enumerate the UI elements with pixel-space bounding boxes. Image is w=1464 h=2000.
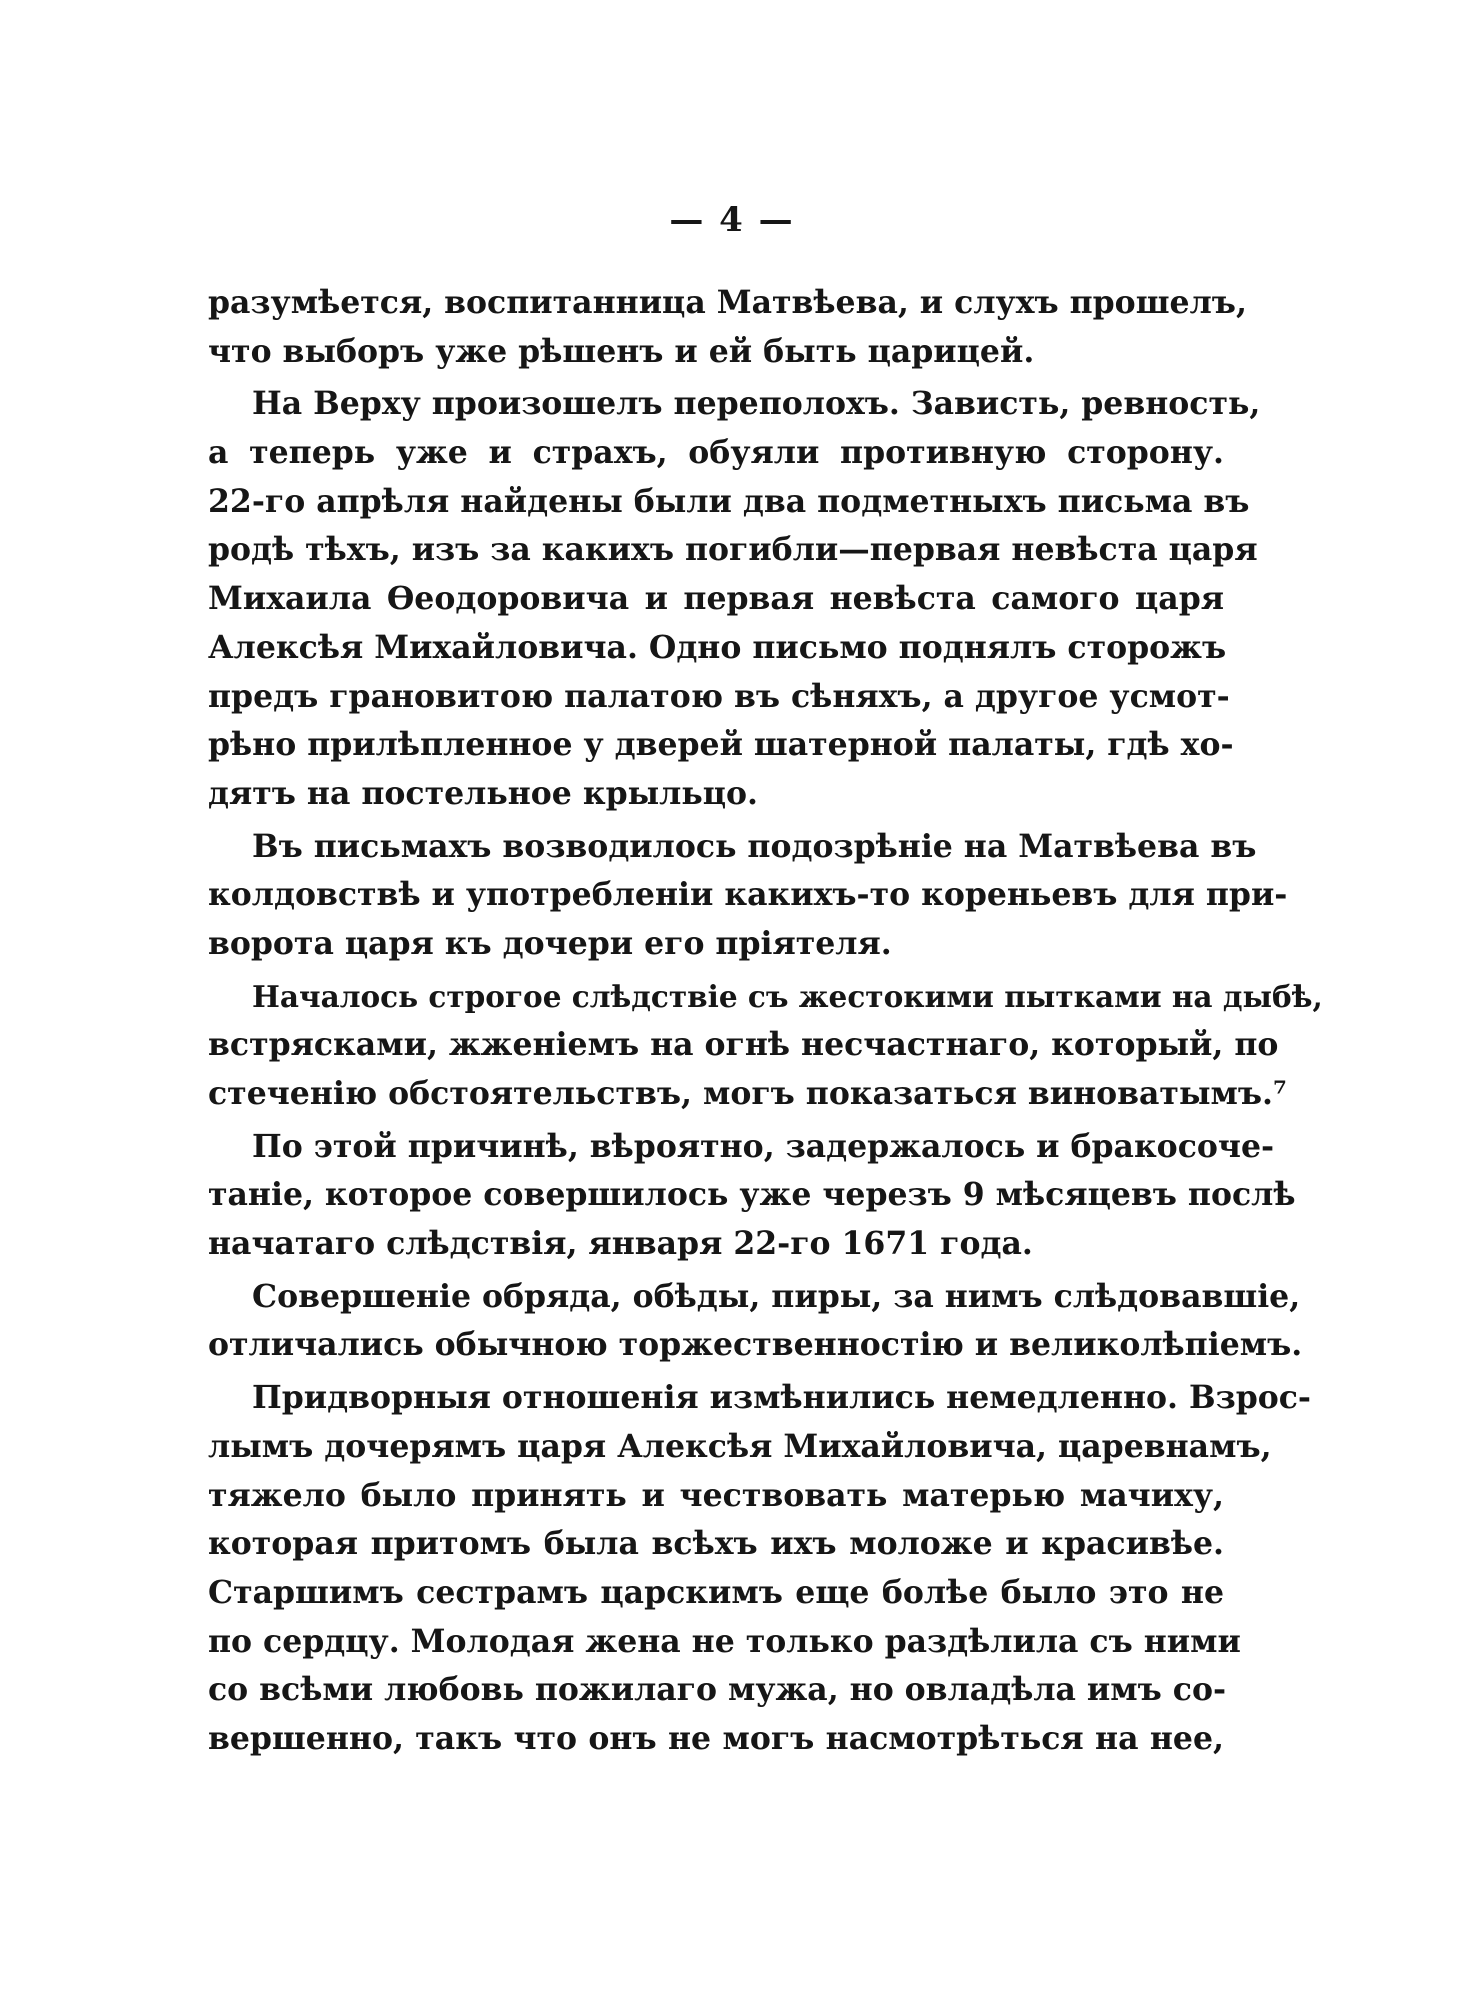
text-line: а теперь уже и страхъ, обуяли противную сторону. bbox=[208, 434, 1224, 472]
text-line: таніе, которое совершилось уже черезъ 9 мѣсяцевъ послѣ bbox=[208, 1176, 1296, 1214]
body-text bbox=[208, 279, 1323, 1768]
text-line: отличались обычною торжественностію и великолѣпіемъ. bbox=[208, 1326, 1303, 1364]
text-line: Придворныя отношенія измѣнились немедленно. Взрос- bbox=[252, 1379, 1311, 1417]
text-line: ворота царя къ дочери его пріятеля. bbox=[208, 924, 892, 962]
text-line: лымъ дочерямъ царя Алексѣя Михайловича, царевнамъ, bbox=[208, 1427, 1272, 1465]
paragraph bbox=[208, 1273, 1303, 1370]
text-line: На Верху произошелъ переполохъ. Зависть, ревность, bbox=[252, 385, 1261, 423]
paragraph bbox=[208, 1374, 1311, 1764]
text-line: колдовствѣ и употребленіи какихъ-то кореньевъ для при- bbox=[208, 876, 1288, 914]
paragraph bbox=[208, 1123, 1296, 1269]
text-line: По этой причинѣ, вѣроятно, задержалось и бракосоче- bbox=[252, 1127, 1275, 1165]
text-line: которая притомъ была всѣхъ ихъ моложе и красивѣе. bbox=[208, 1525, 1224, 1563]
text-line: 22-го апрѣля найдены были два подметныхъ письма въ bbox=[208, 482, 1250, 520]
text-line: тяжело было принять и чествовать матерью мачиху, bbox=[208, 1476, 1224, 1514]
paragraph bbox=[208, 823, 1288, 969]
paragraph bbox=[208, 973, 1323, 1119]
text-line: по сердцу. Молодая жена не только раздѣлила съ ними bbox=[208, 1622, 1241, 1660]
text-line: вершенно, такъ что онъ не могъ насмотрѣться на нее, bbox=[208, 1719, 1224, 1757]
text-line: Старшимъ сестрамъ царскимъ еще болѣе было это не bbox=[208, 1573, 1224, 1611]
paragraph bbox=[208, 279, 1247, 376]
text-line: рѣно прилѣпленное у дверей шатерной палаты, гдѣ хо- bbox=[208, 726, 1234, 764]
text-line: Михаила Ѳеодоровича и первая невѣста самого царя bbox=[208, 580, 1224, 618]
text-line: разумѣется, воспитанница Матвѣева, и слухъ прошелъ, bbox=[208, 284, 1247, 321]
text-line: Въ письмахъ возводилось подозрѣніе на Матвѣева въ bbox=[252, 827, 1257, 865]
text-line: со всѣми любовь пожилаго мужа, но овладѣла имъ со- bbox=[208, 1671, 1227, 1709]
text-line: что выборъ уже рѣшенъ и ей быть царицей. bbox=[208, 332, 1035, 370]
text-line: Началось строгое слѣдствіе съ жестокими пытками на дыбѣ, bbox=[252, 978, 1323, 1014]
paragraph bbox=[208, 380, 1261, 818]
text-line: встрясками, жженіемъ на огнѣ несчастнаго, который, по bbox=[208, 1026, 1279, 1064]
text-line: Алексѣя Михайловича. Одно письмо поднялъ сторожъ bbox=[208, 628, 1227, 666]
page-number: — 4 — bbox=[669, 200, 795, 240]
text-line: предъ грановитою палатою въ сѣняхъ, а другое усмот- bbox=[208, 677, 1230, 715]
text-line: стеченію обстоятельствъ, могъ показаться виноватымъ.⁷ bbox=[208, 1075, 1287, 1112]
text-line: дятъ на постельное крыльцо. bbox=[208, 774, 759, 812]
text-line: начатаго слѣдствія, января 22-го 1671 года. bbox=[208, 1225, 1033, 1263]
text-line: родѣ тѣхъ, изъ за какихъ погибли—первая невѣста царя bbox=[208, 531, 1258, 569]
text-line: Совершеніе обряда, обѣды, пиры, за нимъ слѣдовавшіе, bbox=[252, 1277, 1301, 1315]
